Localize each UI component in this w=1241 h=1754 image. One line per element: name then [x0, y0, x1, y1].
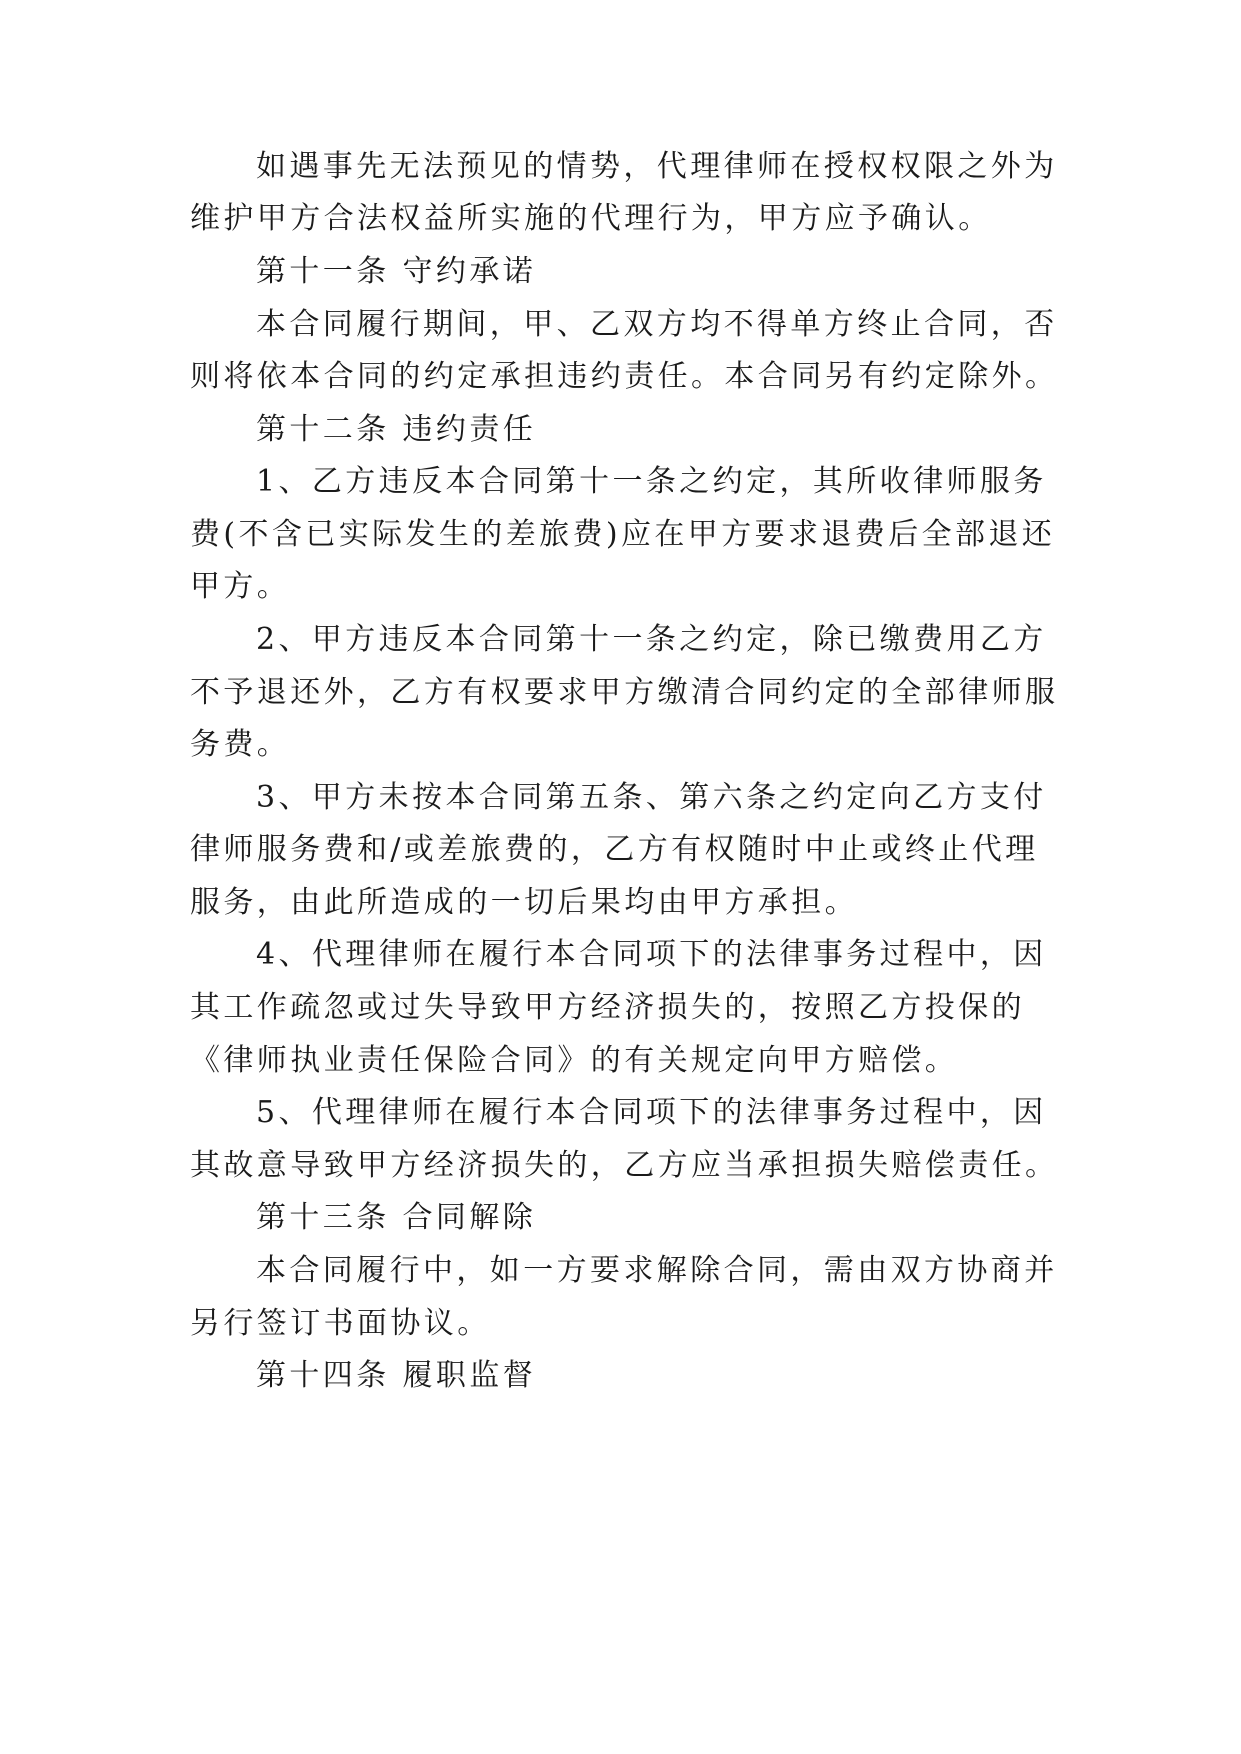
article-heading: 第十四条 履职监督: [256, 1358, 537, 1393]
text-line: 其故意导致甲方经济损失的，乙方应当承担损失赔偿责任。: [190, 1148, 1059, 1183]
text-line: 本合同履行中，如一方要求解除合同，需由双方协商并: [256, 1253, 1058, 1288]
text-line: 务费。: [190, 727, 291, 762]
text-line: 律师服务费和/或差旅费的，乙方有权随时中止或终止代理: [190, 832, 1039, 867]
text-line: 2、甲方违反本合同第十一条之约定，除已缴费用乙方: [256, 622, 1047, 657]
article-heading: 第十三条 合同解除: [256, 1200, 537, 1235]
text-line: 3、甲方未按本合同第五条、第六条之约定向乙方支付: [256, 780, 1047, 815]
text-line: 如遇事先无法预见的情势，代理律师在授权权限之外为: [256, 149, 1058, 184]
text-line: 另行签订书面协议。: [190, 1306, 491, 1341]
text-line: 则将依本合同的约定承担违约责任。本合同另有约定除外。: [190, 359, 1059, 394]
text-line: 维护甲方合法权益所实施的代理行为，甲方应予确认。: [190, 201, 992, 236]
text-line: 不予退还外，乙方有权要求甲方缴清合同约定的全部律师服: [190, 675, 1059, 710]
text-line: 4、代理律师在履行本合同项下的法律事务过程中，因: [256, 937, 1047, 972]
text-line: 服务，由此所造成的一切后果均由甲方承担。: [190, 885, 858, 920]
text-line: 本合同履行期间，甲、乙双方均不得单方终止合同，否: [256, 307, 1058, 342]
text-line: 其工作疏忽或过失导致甲方经济损失的，按照乙方投保的: [190, 990, 1025, 1025]
article-heading: 第十一条 守约承诺: [256, 254, 537, 289]
text-line: 《律师执业责任保险合同》的有关规定向甲方赔偿。: [190, 1043, 959, 1078]
text-line: 5、代理律师在履行本合同项下的法律事务过程中，因: [256, 1095, 1047, 1130]
text-line: 甲方。: [190, 569, 291, 604]
text-line: 费(不含已实际发生的差旅费)应在甲方要求退费后全部退还: [190, 517, 1056, 552]
text-line: 1、乙方违反本合同第十一条之约定，其所收律师服务: [256, 464, 1047, 499]
article-heading: 第十二条 违约责任: [256, 412, 537, 447]
